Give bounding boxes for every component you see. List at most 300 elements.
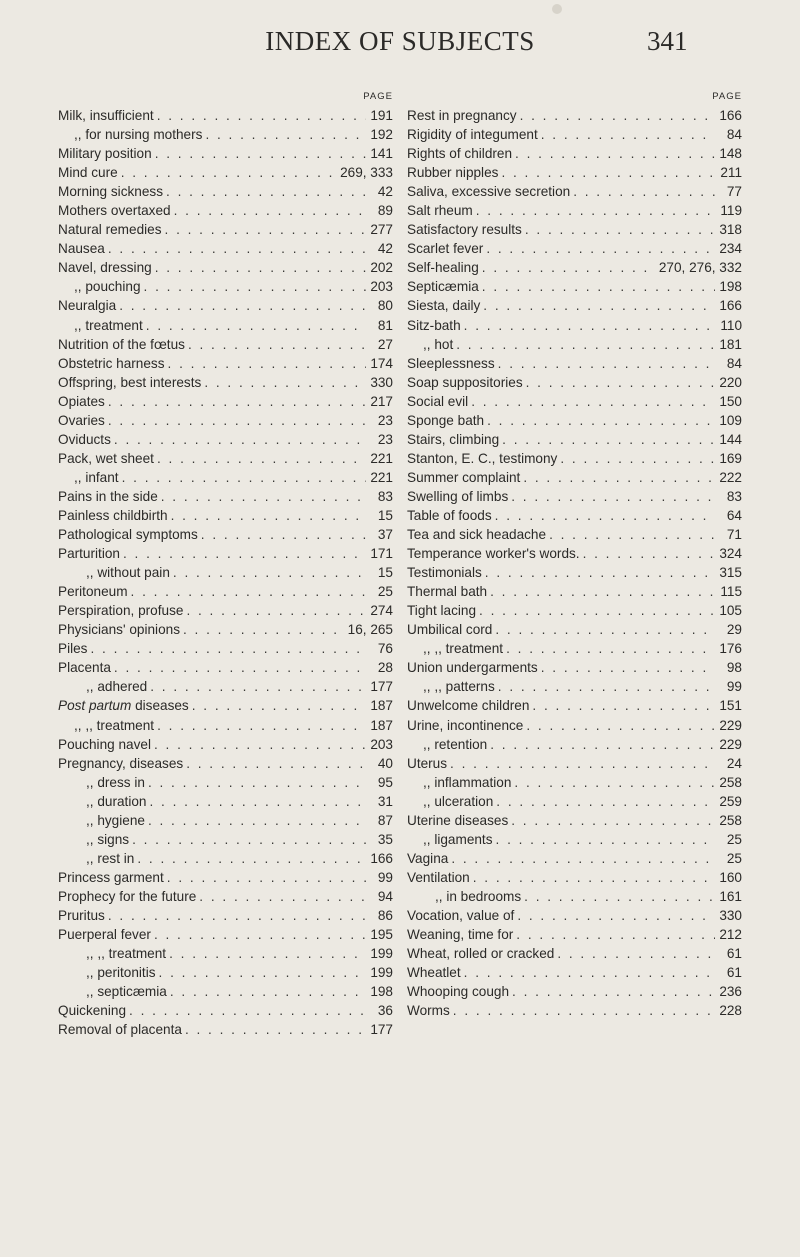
- entry-label: Union undergarments: [407, 660, 538, 676]
- entry-pages: 199: [370, 946, 393, 962]
- index-entry: [407, 773, 742, 792]
- dot-leader: [526, 373, 715, 392]
- index-entry: [58, 106, 393, 125]
- index-entry: [58, 735, 393, 754]
- entry-label: Offspring, best interests: [58, 374, 202, 390]
- index-entry: [58, 373, 393, 392]
- entry-label: Pouching navel: [58, 736, 151, 752]
- entry-label: Salt rheum: [407, 203, 473, 219]
- dot-leader: [157, 716, 366, 735]
- entry-label: Worms: [407, 1003, 450, 1019]
- entry-pages: 94: [377, 888, 393, 904]
- entry-label: Wheatlet: [407, 965, 461, 981]
- entry-label: ,, hot: [423, 336, 454, 352]
- dot-leader: [166, 182, 366, 201]
- dot-leader: [174, 201, 366, 220]
- dot-leader: [471, 392, 715, 411]
- entry-label: ,, infant: [74, 469, 119, 485]
- dot-leader: [525, 220, 715, 239]
- index-entry: [58, 487, 393, 506]
- dot-leader: [108, 392, 366, 411]
- entry-pages: 221: [370, 450, 393, 466]
- index-entry: [58, 201, 393, 220]
- index-entry: [58, 639, 393, 658]
- index-entry: [58, 620, 393, 639]
- dot-leader: [557, 944, 715, 963]
- dot-leader: [515, 144, 715, 163]
- dot-leader: [516, 925, 715, 944]
- entry-pages: 177: [370, 1022, 393, 1038]
- entry-pages: 89: [377, 203, 393, 219]
- index-entry: [407, 658, 742, 677]
- entry-label: Satisfactory results: [407, 222, 522, 238]
- entry-pages: 36: [377, 1003, 393, 1019]
- dot-leader: [483, 296, 715, 315]
- entry-label: Neuralgia: [58, 298, 117, 314]
- entry-pages: 109: [719, 412, 742, 428]
- entry-pages: 198: [719, 279, 742, 295]
- dot-leader: [132, 830, 366, 849]
- index-entry: [407, 163, 742, 182]
- dot-leader: [155, 144, 366, 163]
- entry-pages: 160: [719, 869, 742, 885]
- entry-pages: 98: [726, 660, 742, 676]
- dot-leader: [498, 677, 715, 696]
- dot-leader: [169, 944, 366, 963]
- entry-pages: 25: [726, 850, 742, 866]
- entry-label: Scarlet fever: [407, 241, 484, 257]
- entry-pages: 318: [719, 222, 742, 238]
- dot-leader: [155, 258, 366, 277]
- dot-leader: [170, 982, 366, 1001]
- index-entry: [58, 696, 393, 715]
- entry-pages: 83: [377, 488, 393, 504]
- entry-label: Ventilation: [407, 869, 470, 885]
- dot-leader: [523, 468, 715, 487]
- entry-pages: 80: [377, 298, 393, 314]
- entry-pages: 77: [726, 184, 742, 200]
- index-entry: [407, 296, 742, 315]
- dot-leader: [123, 544, 366, 563]
- index-entry: [58, 468, 393, 487]
- entry-pages: 42: [377, 241, 393, 257]
- entry-label: Natural remedies: [58, 222, 162, 238]
- entry-pages: 84: [726, 355, 742, 371]
- index-entry: [407, 525, 742, 544]
- entry-pages: 15: [377, 565, 393, 581]
- index-entry: [58, 316, 393, 335]
- entry-label: Uterine diseases: [407, 812, 509, 828]
- entry-label: ,, for nursing mothers: [74, 127, 203, 143]
- entry-pages: 151: [719, 698, 742, 714]
- entry-label: Weaning, time for: [407, 927, 514, 943]
- dot-leader: [532, 696, 715, 715]
- entry-pages: 144: [719, 431, 742, 447]
- dot-leader: [192, 696, 366, 715]
- index-entry: [58, 354, 393, 373]
- index-entry: [407, 335, 742, 354]
- entry-label: Princess garment: [58, 869, 164, 885]
- index-entry: [407, 220, 742, 239]
- index-entry: [407, 487, 742, 506]
- dot-leader: [511, 811, 715, 830]
- index-entry: [407, 544, 742, 563]
- entry-pages: 258: [719, 774, 742, 790]
- entry-pages: 166: [370, 850, 393, 866]
- entry-label: Thermal bath: [407, 584, 488, 600]
- dot-leader: [487, 411, 715, 430]
- index-entry: [407, 506, 742, 525]
- dot-leader: [186, 601, 366, 620]
- dot-leader: [129, 1001, 366, 1020]
- entry-label: Unwelcome children: [407, 698, 530, 714]
- entry-pages: 229: [719, 717, 742, 733]
- entry-label: Navel, dressing: [58, 260, 152, 276]
- entry-pages: 71: [726, 527, 742, 543]
- index-entry: [58, 163, 393, 182]
- entry-label: ,, peritonitis: [86, 965, 156, 981]
- dot-leader: [526, 716, 715, 735]
- dot-leader: [173, 563, 366, 582]
- entry-label: Placenta: [58, 660, 111, 676]
- entry-label: Pregnancy, diseases: [58, 755, 184, 771]
- entry-pages: 177: [370, 679, 393, 695]
- entry-label: Mothers overtaxed: [58, 203, 171, 219]
- index-entry: [407, 982, 742, 1001]
- entry-label: Table of foods: [407, 507, 492, 523]
- entry-label: Tight lacing: [407, 603, 477, 619]
- entry-pages: 176: [719, 641, 742, 657]
- dot-leader: [114, 658, 366, 677]
- entry-label: Post partum diseases: [58, 698, 189, 714]
- entry-pages: 15: [377, 507, 393, 523]
- index-entry: [58, 658, 393, 677]
- entry-label: Parturition: [58, 546, 120, 562]
- entry-pages: 61: [726, 965, 742, 981]
- entry-pages: 221: [370, 469, 393, 485]
- entry-label: Pathological symptoms: [58, 527, 198, 543]
- dot-leader: [150, 677, 366, 696]
- entry-label: Pruritus: [58, 907, 105, 923]
- entry-pages: 270, 276, 332: [658, 260, 742, 276]
- entry-label: Nutrition of the fœtus: [58, 336, 185, 352]
- entry-label: ,, signs: [86, 831, 130, 847]
- entry-pages: 259: [719, 793, 742, 809]
- entry-pages: 198: [370, 984, 393, 1000]
- entry-label: ,, ,, treatment: [74, 717, 155, 733]
- dot-leader: [464, 963, 715, 982]
- index-entry: [58, 944, 393, 963]
- entry-pages: 76: [377, 641, 393, 657]
- entry-pages: 61: [726, 946, 742, 962]
- index-column-left: [58, 90, 393, 1039]
- entry-pages: 161: [719, 888, 742, 904]
- index-entry: [407, 144, 742, 163]
- italic-term: Post partum: [58, 698, 132, 714]
- index-entry: [58, 506, 393, 525]
- entry-label: Pains in the side: [58, 488, 158, 504]
- index-entry: [58, 849, 393, 868]
- entry-pages: 199: [370, 965, 393, 981]
- index-entry: [58, 773, 393, 792]
- entry-label: Rubber nipples: [407, 165, 499, 181]
- dot-leader: [199, 887, 366, 906]
- index-entry: [407, 449, 742, 468]
- entry-label: ,, ,, treatment: [423, 641, 504, 657]
- index-entry: [58, 239, 393, 258]
- dot-leader: [498, 354, 715, 373]
- entry-pages: 222: [719, 469, 742, 485]
- entry-label: Tea and sick headache: [407, 527, 547, 543]
- dot-leader: [496, 792, 715, 811]
- dot-leader: [479, 601, 715, 620]
- entry-list: [58, 106, 393, 1039]
- index-entry: [407, 430, 742, 449]
- index-entry: [58, 906, 393, 925]
- entry-pages: 99: [377, 869, 393, 885]
- entry-label: Perspiration, profuse: [58, 603, 184, 619]
- index-entry: [58, 258, 393, 277]
- dot-leader: [541, 658, 715, 677]
- dot-leader: [186, 754, 366, 773]
- entry-pages: 191: [370, 108, 393, 123]
- dot-leader: [583, 544, 715, 563]
- index-entry: [58, 544, 393, 563]
- entry-pages: 324: [719, 546, 742, 562]
- dot-leader: [137, 849, 366, 868]
- entry-label: Uterus: [407, 755, 448, 771]
- entry-label: Septicæmia: [407, 279, 479, 295]
- dot-leader: [108, 239, 366, 258]
- dot-leader: [144, 277, 366, 296]
- index-entry: [58, 830, 393, 849]
- index-entry: [407, 639, 742, 658]
- index-entry: [58, 182, 393, 201]
- index-entry: [407, 392, 742, 411]
- dot-leader: [512, 982, 715, 1001]
- entry-label: Whooping cough: [407, 984, 510, 1000]
- entry-label: ,, adhered: [86, 679, 148, 695]
- entry-pages: 258: [719, 812, 742, 828]
- entry-label: Rights of children: [407, 146, 513, 162]
- dot-leader: [205, 125, 366, 144]
- entry-pages: 277: [370, 222, 393, 238]
- entry-label: Rigidity of integument: [407, 127, 538, 143]
- entry-label: Morning sickness: [58, 184, 164, 200]
- entry-label: Pack, wet sheet: [58, 450, 154, 466]
- entry-pages: 29: [726, 622, 742, 638]
- index-entry: [407, 201, 742, 220]
- entry-label: Summer complaint: [407, 469, 521, 485]
- entry-label: Military position: [58, 146, 152, 162]
- index-entry: [58, 220, 393, 239]
- dot-leader: [501, 163, 715, 182]
- entry-pages: 95: [377, 774, 393, 790]
- dot-leader: [148, 773, 366, 792]
- entry-label: Saliva, excessive secretion: [407, 184, 571, 200]
- entry-label: ,, dress in: [86, 774, 145, 790]
- index-entry: [58, 1001, 393, 1020]
- index-entry: [407, 582, 742, 601]
- entry-label: Sleeplessness: [407, 355, 495, 371]
- entry-label: Stairs, climbing: [407, 431, 500, 447]
- entry-label: ,, pouching: [74, 279, 141, 295]
- entry-label: Physicians' opinions: [58, 622, 180, 638]
- entry-pages: 64: [726, 507, 742, 523]
- entry-label: Swelling of limbs: [407, 488, 509, 504]
- page-number: 341: [647, 26, 688, 56]
- dot-leader: [476, 201, 715, 220]
- entry-pages: 148: [719, 146, 742, 162]
- dot-leader: [161, 487, 366, 506]
- dot-leader: [108, 411, 366, 430]
- entry-label: Peritoneum: [58, 584, 128, 600]
- entry-label: ,, treatment: [74, 317, 143, 333]
- index-entry: [407, 354, 742, 373]
- entry-label: Sponge bath: [407, 412, 485, 428]
- entry-label: ,, ,, patterns: [423, 679, 495, 695]
- entry-label: Ovaries: [58, 412, 105, 428]
- index-entry: [58, 125, 393, 144]
- dot-leader: [524, 887, 715, 906]
- index-entry: [58, 887, 393, 906]
- entry-pages: 229: [719, 736, 742, 752]
- index-entry: [58, 430, 393, 449]
- index-entry: [407, 373, 742, 392]
- dot-leader: [514, 773, 715, 792]
- entry-label: Siesta, daily: [407, 298, 481, 314]
- entry-pages: 202: [370, 260, 393, 276]
- dot-leader: [90, 639, 366, 658]
- index-entry: [58, 1020, 393, 1039]
- index-entry: [58, 392, 393, 411]
- index-entry: [407, 906, 742, 925]
- index-column-right: [407, 90, 742, 1020]
- index-entry: [407, 620, 742, 639]
- entry-label: ,, without pain: [86, 565, 170, 581]
- dot-leader: [549, 525, 715, 544]
- entry-pages: 37: [377, 527, 393, 543]
- index-entry: [58, 792, 393, 811]
- entry-label: ,, inflammation: [423, 774, 512, 790]
- entry-label: Milk, insufficient: [58, 108, 154, 123]
- dot-leader: [201, 525, 366, 544]
- dot-leader: [157, 106, 366, 125]
- entry-pages: 23: [377, 412, 393, 428]
- index-entry: [58, 563, 393, 582]
- entry-pages: 23: [377, 431, 393, 447]
- index-entry: [407, 677, 742, 696]
- entry-label: Removal of placenta: [58, 1022, 182, 1038]
- dot-leader: [157, 449, 366, 468]
- index-entry: [58, 449, 393, 468]
- entry-pages: 192: [370, 127, 393, 143]
- entry-pages: 228: [719, 1003, 742, 1019]
- entry-label: ,, in bedrooms: [435, 888, 522, 904]
- entry-pages: 24: [726, 755, 742, 771]
- dot-leader: [490, 735, 715, 754]
- entry-label: Vocation, value of: [407, 907, 515, 923]
- dot-leader: [167, 868, 366, 887]
- dot-leader: [204, 373, 366, 392]
- entry-label: ,, septicæmia: [86, 984, 167, 1000]
- index-entry: [58, 144, 393, 163]
- dot-leader: [154, 735, 366, 754]
- entry-pages: 174: [370, 355, 393, 371]
- entry-label: ,, duration: [86, 793, 147, 809]
- index-entry: [407, 735, 742, 754]
- dot-leader: [450, 754, 715, 773]
- index-entry: [407, 696, 742, 715]
- dot-leader: [108, 906, 366, 925]
- dot-leader: [149, 792, 366, 811]
- entry-pages: 25: [726, 831, 742, 847]
- dot-leader: [490, 582, 715, 601]
- entry-label: ,, retention: [423, 736, 488, 752]
- entry-pages: 236: [719, 984, 742, 1000]
- index-entry: [58, 811, 393, 830]
- dot-leader: [517, 906, 715, 925]
- index-entry: [407, 316, 742, 335]
- entry-pages: 86: [377, 907, 393, 923]
- entry-pages: 171: [370, 546, 393, 562]
- entry-pages: 269, 333: [340, 165, 393, 181]
- entry-pages: 119: [720, 203, 742, 219]
- index-entry: [407, 868, 742, 887]
- index-entry: [58, 677, 393, 696]
- entry-label: Piles: [58, 641, 88, 657]
- entry-pages: 274: [370, 603, 393, 619]
- entry-label: Umbilical cord: [407, 622, 493, 638]
- entry-label: Prophecy for the future: [58, 888, 197, 904]
- entry-label: Soap suppositories: [407, 374, 523, 390]
- dot-leader: [520, 106, 715, 125]
- dot-leader: [183, 620, 345, 639]
- index-entry: [58, 525, 393, 544]
- entry-pages: 211: [720, 165, 742, 181]
- index-entry: [407, 830, 742, 849]
- entry-pages: 25: [377, 584, 393, 600]
- entry-pages: 105: [719, 603, 742, 619]
- index-entry: [58, 925, 393, 944]
- entry-pages: 212: [719, 927, 742, 943]
- index-entry: [407, 792, 742, 811]
- index-entry: [407, 239, 742, 258]
- dot-leader: [502, 430, 715, 449]
- dot-leader: [541, 125, 715, 144]
- page-header: [0, 20, 800, 68]
- entry-label: Nausea: [58, 241, 105, 257]
- entry-label: ,, rest in: [86, 850, 135, 866]
- index-entry: [58, 963, 393, 982]
- index-entry: [407, 182, 742, 201]
- index-entry: [407, 125, 742, 144]
- entry-label: ,, hygiene: [86, 812, 145, 828]
- entry-pages: 166: [719, 108, 742, 123]
- entry-label: ,, ,, treatment: [86, 946, 167, 962]
- dot-leader: [171, 506, 366, 525]
- entry-label: Opiates: [58, 393, 105, 409]
- entry-pages: 31: [377, 793, 393, 809]
- dot-leader: [188, 335, 366, 354]
- dot-leader: [159, 963, 366, 982]
- ink-mark: [552, 4, 562, 14]
- entry-label: Temperance worker's words.: [407, 546, 580, 562]
- entry-pages: 99: [726, 679, 742, 695]
- entry-list: [407, 106, 742, 1020]
- entry-label: Sitz-bath: [407, 317, 461, 333]
- dot-leader: [121, 163, 337, 182]
